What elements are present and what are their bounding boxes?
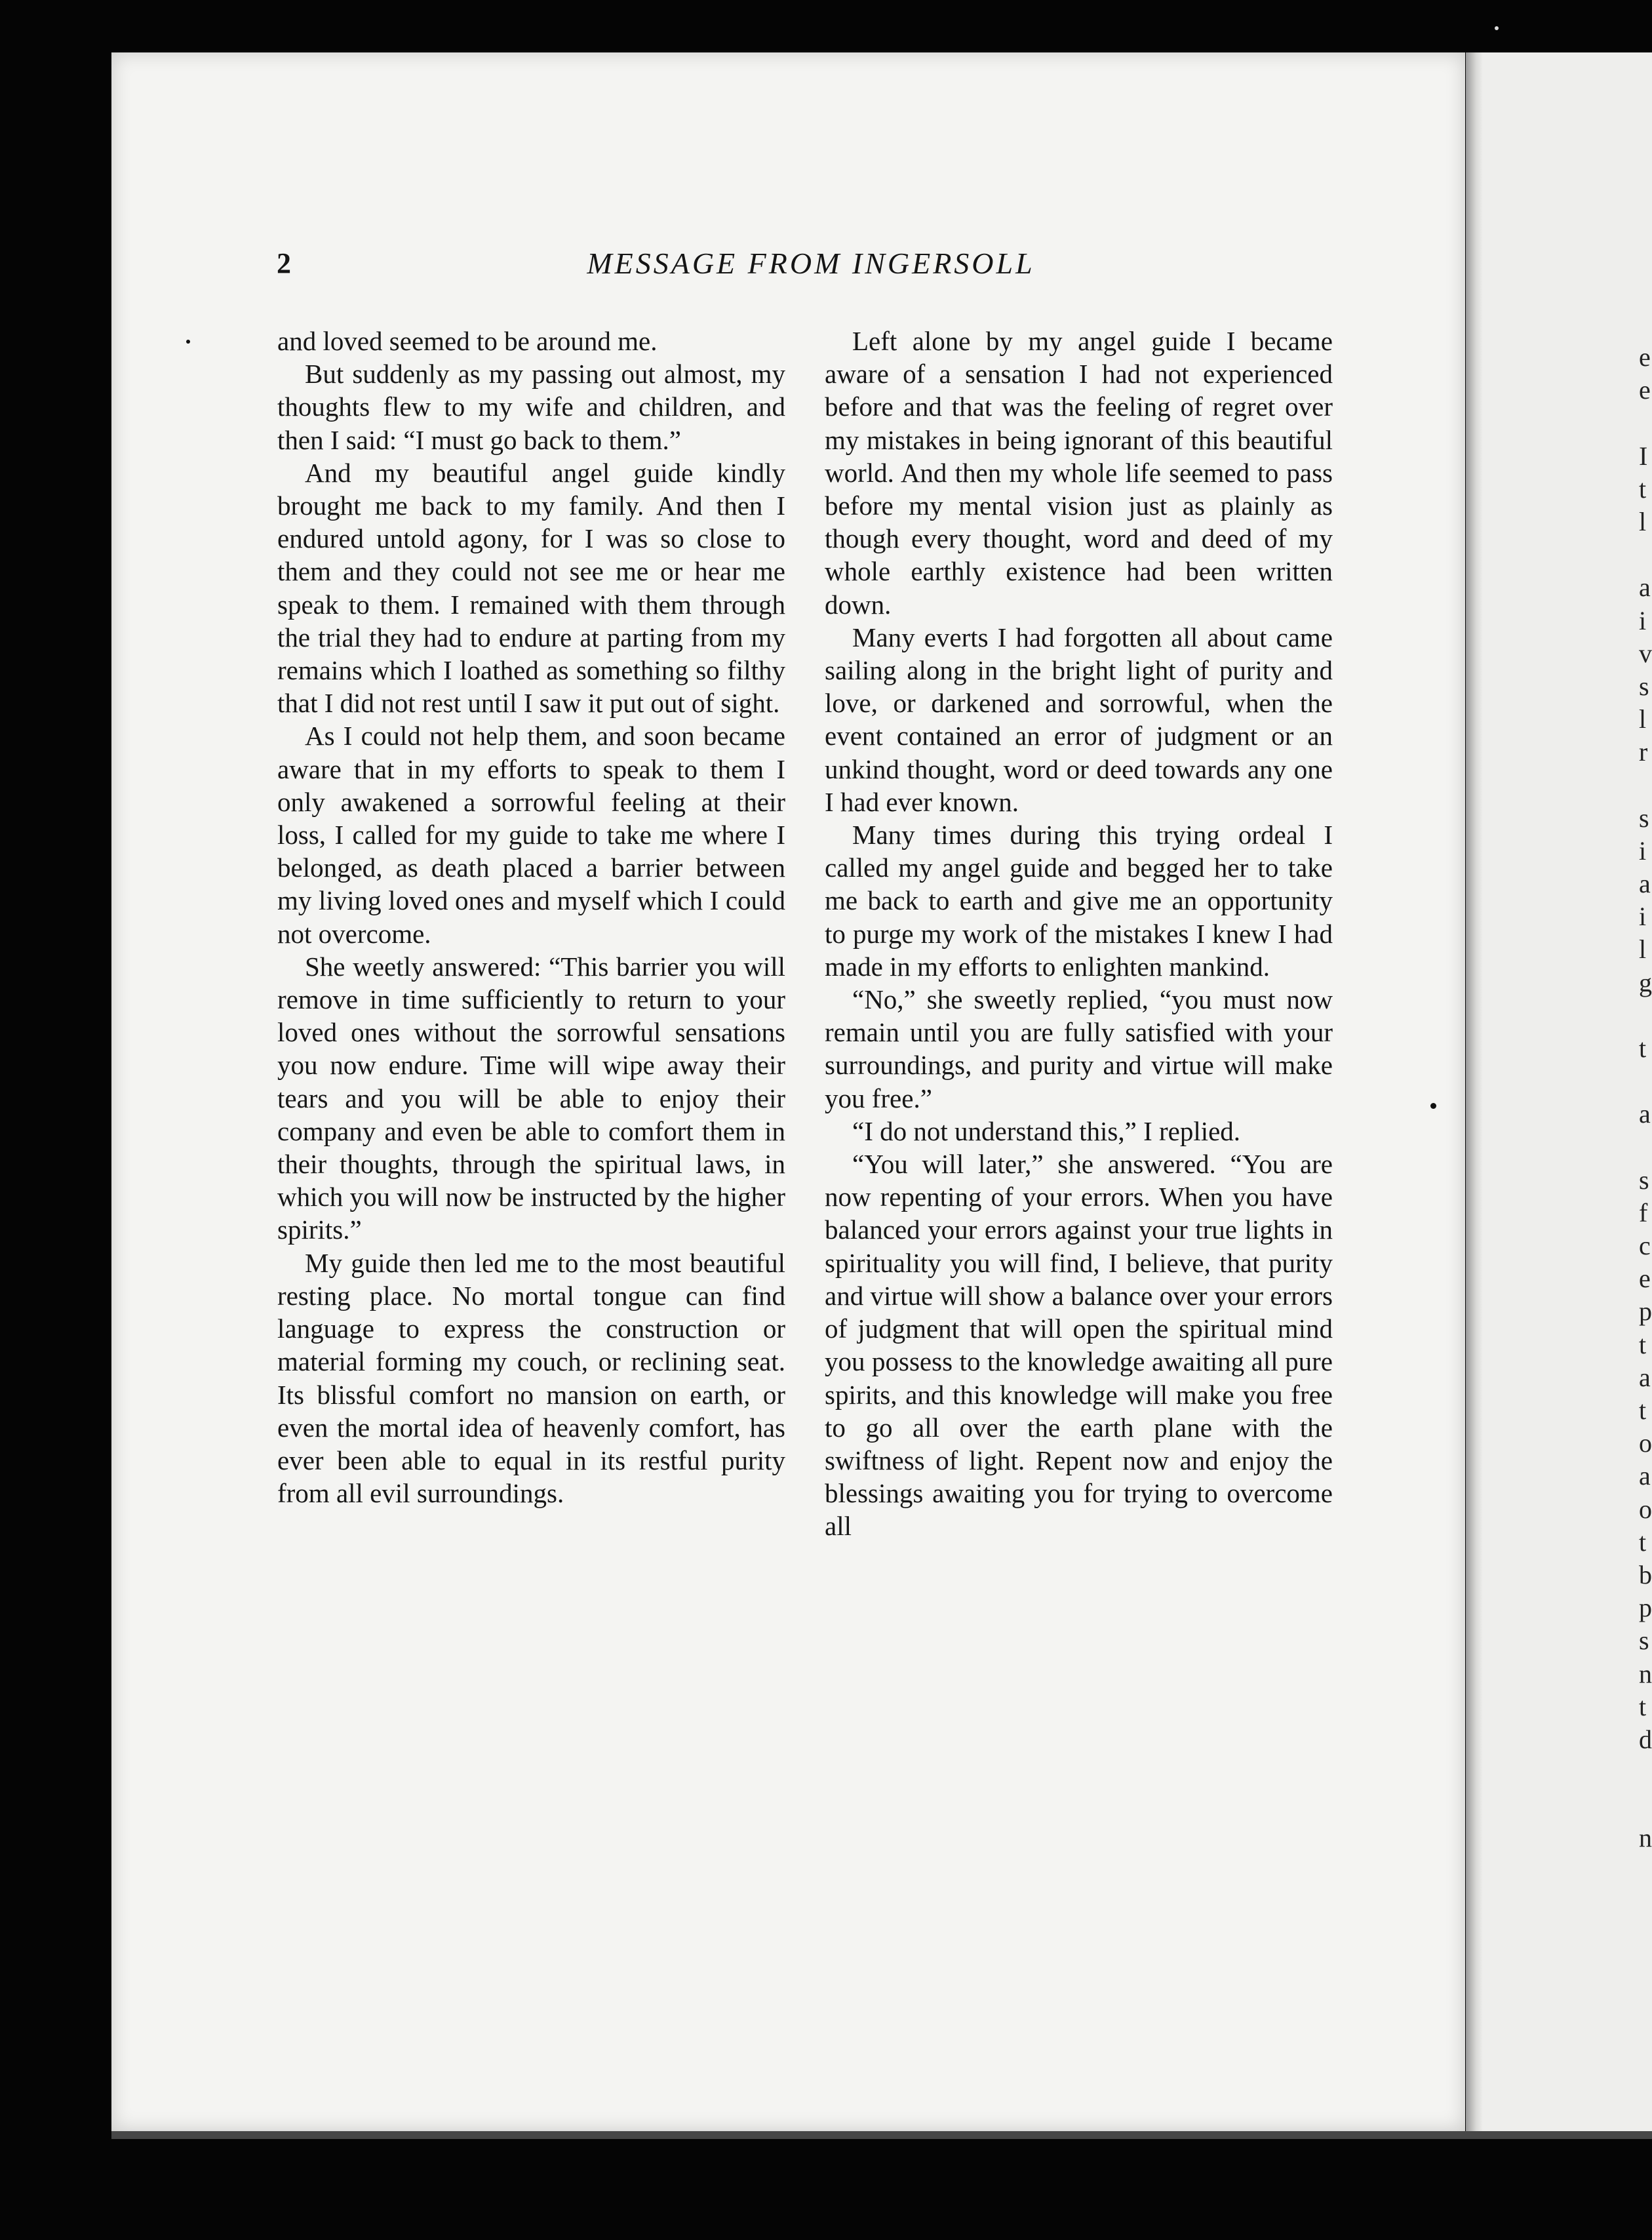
edge-letter — [1639, 1131, 1652, 1164]
edge-letter: s — [1639, 1165, 1649, 1195]
paragraph: and loved seemed to be around me. — [277, 326, 658, 356]
paragraph: Many everts I had forgotten all about came sailing along in the bright light of purity and love, or darkened and sorrowful, when the event contained an error of judgment or an unkind thought, word or deed towards any one I had ever known. — [825, 622, 1333, 817]
edge-letter: a — [1639, 1099, 1651, 1129]
edge-letter: i — [1639, 835, 1647, 866]
edge-letter: t — [1639, 473, 1647, 504]
dust-speck — [186, 340, 190, 344]
edge-letter: i — [1639, 902, 1647, 932]
running-head — [277, 244, 1345, 283]
paragraph: “No,” she sweetly replied, “you must now remain until you are fully satisfied with your surroundings, and purity and virtue will make you free.” — [825, 984, 1333, 1113]
edge-letter: a — [1639, 869, 1651, 898]
edge-letter: a — [1639, 1362, 1651, 1392]
edge-letter: a — [1639, 572, 1651, 603]
edge-letter: c — [1639, 1231, 1651, 1261]
edge-letter — [1639, 538, 1652, 571]
page-bottom-edge — [111, 2131, 1652, 2139]
edge-letter — [1639, 1065, 1652, 1098]
edge-letter — [1639, 407, 1652, 439]
edge-letter: t — [1639, 1691, 1647, 1721]
edge-letter: t — [1639, 1329, 1647, 1359]
paragraph: Left alone by my angel guide I became aware of a sensation I had not experienced before and that was the feeling of regret over my mistakes in being ignorant of this beautiful world. And then my whole life seemed to pass before my mental vision just as plainly as though every thought, word and deed of my whole earthly existence had been written down. — [825, 326, 1333, 620]
edge-letter: n — [1639, 1658, 1652, 1689]
edge-letter — [1639, 1789, 1652, 1822]
page-gutter — [1466, 52, 1483, 2131]
paragraph: “I do not understand this,” I replied. — [852, 1115, 1241, 1146]
edge-letter: t — [1639, 1395, 1647, 1425]
edge-letter: o — [1639, 1428, 1652, 1458]
edge-letter: g — [1639, 967, 1652, 997]
left-column — [277, 325, 785, 1510]
adjacent-page-edge — [1483, 52, 1652, 2131]
edge-letter: f — [1639, 1197, 1648, 1228]
page-number: 2 — [277, 247, 291, 279]
edge-letter: t — [1639, 1527, 1647, 1557]
dust-speck — [1430, 1103, 1436, 1109]
edge-letter: s — [1639, 1626, 1649, 1656]
edge-letter: i — [1639, 605, 1647, 635]
running-title: MESSAGE FROM INGERSOLL — [587, 247, 1035, 280]
edge-letter: b — [1639, 1559, 1652, 1590]
paragraph: But suddenly as my passing out almost, my thoughts flew to my wife and children, and then I said: “I must go back to them.” — [277, 359, 785, 455]
edge-letter: s — [1639, 803, 1649, 833]
paragraph: And my beautiful angel guide kindly brought me back to my family. And then I endured untold agony, for I was so close to them and they could not see me or hear me speak to them. I remained with them through the trial they had to endure at parting from my remains which I loathed as something so filthy that I did not rest until I saw it put out of sight. — [277, 457, 785, 719]
edge-letter: s — [1639, 671, 1649, 701]
edge-letter — [1639, 769, 1652, 801]
edge-letter: p — [1639, 1296, 1652, 1327]
edge-letter: r — [1639, 737, 1648, 767]
paragraph: “You will later,” she answered. “You are now repenting of your errors. When you have balanced your errors against your true lights in spirituality you will find, I believe, that purity and virtue will show a balance over your errors of judgment that will open the spiritual mind you possess to the knowledge awaiting all pure spirits, and this knowledge will make you free to go all over the earth plane with the swiftness of light. Repent now and enjoy the blessings awaiting you for trying to overcome all — [825, 1149, 1333, 1542]
edge-letter: e — [1639, 342, 1651, 372]
edge-letter: t — [1639, 1033, 1647, 1063]
right-column — [825, 325, 1333, 1543]
dust-speck — [1495, 26, 1499, 30]
edge-letter: n — [1639, 1823, 1652, 1853]
edge-letter: l — [1639, 704, 1647, 734]
edge-letter: I — [1639, 441, 1648, 471]
edge-letter: d — [1639, 1724, 1652, 1754]
adjacent-page-letters — [1639, 341, 1652, 1855]
edge-letter: e — [1639, 375, 1651, 405]
paragraph: As I could not help them, and soon became aware that in my efforts to speak to them I only awakened a sorrowful feeling at their loss, I called for my guide to take me where I belonged, as death placed a barrier between my living loved ones and myself which I could not overcome. — [277, 721, 785, 949]
paragraph: Many times during this trying ordeal I called my angel guide and begged her to take me back to earth and give me an opportunity to purge my work of the mistakes I knew I had made in my efforts to enlighten mankind. — [825, 820, 1333, 982]
edge-letter: v — [1639, 638, 1652, 668]
edge-letter: p — [1639, 1593, 1652, 1623]
edge-letter: a — [1639, 1461, 1651, 1491]
paragraph: My guide then led me to the most beautiful resting place. No mortal tongue can find language to express the construction or material forming my couch, or reclining seat. Its blissful comfort no mansion on earth, or even the mortal idea of heavenly comfort, has ever been able to equal in its restful purity from all evil surroundings. — [277, 1247, 785, 1509]
edge-letter: o — [1639, 1494, 1652, 1524]
edge-letter — [1639, 1756, 1652, 1789]
edge-letter: l — [1639, 934, 1647, 965]
edge-letter: e — [1639, 1264, 1651, 1294]
edge-letter — [1639, 999, 1652, 1032]
edge-letter: l — [1639, 506, 1647, 536]
paragraph: She weetly answered: “This barrier you will remove in time sufficiently to return to your loved ones without the sorrowful sensations you now endure. Time will wipe away their tears and you will be able to enjoy their company and even be able to comfort them in their thoughts, through the spiritual laws, in which you will now be instructed by the higher spirits.” — [277, 951, 785, 1245]
